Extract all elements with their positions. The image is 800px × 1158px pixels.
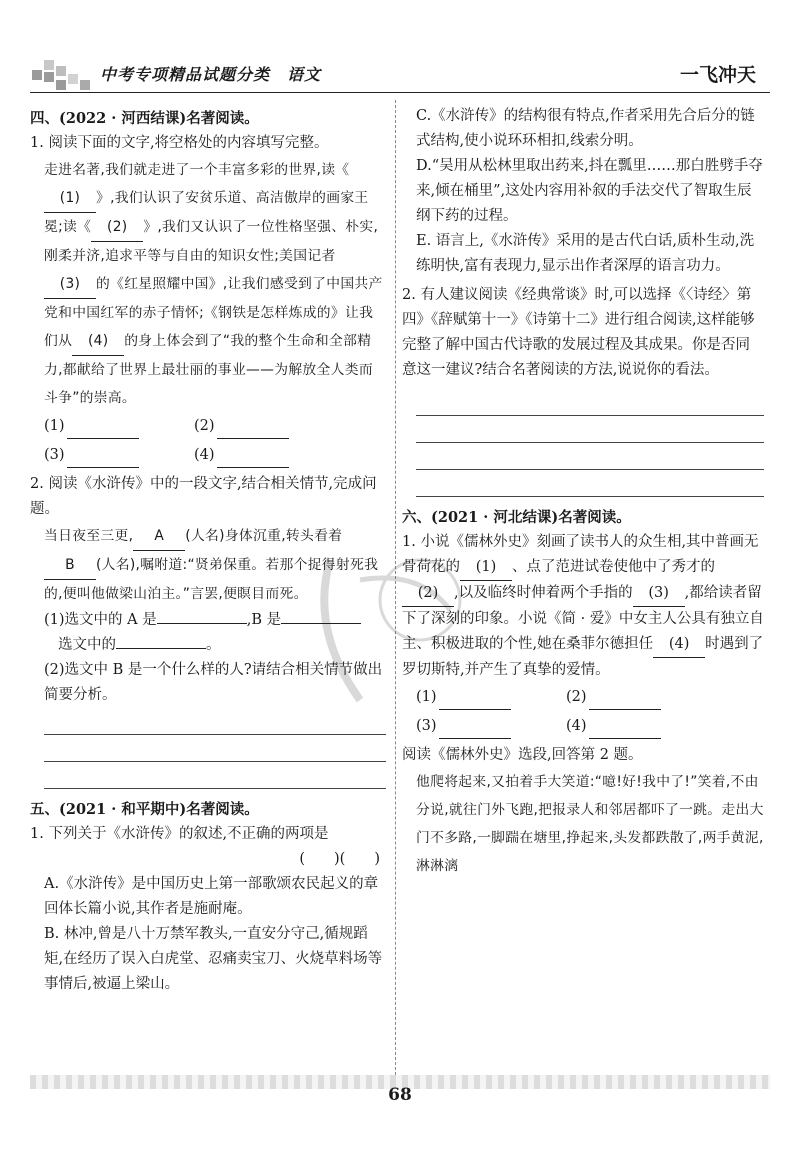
passage-text: (人名),嘱咐道:“贤弟保重。若那个捉得射死我的,便叫他做梁山泊主。”言罢,便瞑目而死。 <box>44 557 379 602</box>
answer-line[interactable] <box>416 389 764 416</box>
question-2-sub-2: (2)选文中 B 是一个什么样的人?请结合相关情节做出简要分析。 <box>44 662 383 703</box>
question-2-sub-1 <box>30 608 386 633</box>
page-footer <box>0 1075 800 1135</box>
question-1-passage <box>30 156 386 412</box>
answer-blank-A[interactable] <box>157 623 247 624</box>
answer-line[interactable] <box>416 470 764 497</box>
blank-4[interactable]: (4) <box>72 327 124 356</box>
blank-1[interactable]: (1) <box>460 555 512 581</box>
passage-text: 的身上体会到了“我的整个生命和全部精力,都献给了世界上最壮丽的事业——为解放全人类而斗争”的崇高。 <box>44 333 373 406</box>
question-text: 、点了范进试卷使他中了秀才的 <box>512 559 715 575</box>
answer-line[interactable] <box>416 416 764 443</box>
question-2-stem-right: 2. 有人建议阅读《经典常谈》时,可以选择《〈诗经〉第四》《辞赋第十一》《诗第十二》进行组合阅读,这样能够完整了解中国古代诗歌的发展过程及其成果。你是否同意这一建议?结合名著阅读的方法,说说你的看法。 <box>402 287 755 378</box>
answer-item <box>566 714 716 739</box>
blank-B[interactable]: B <box>44 551 96 580</box>
question-6-1 <box>402 530 764 683</box>
option-A: A.《水浒传》是中国历史上第一部歌颂农民起义的章回体长篇小说,其作者是施耐庵。 <box>44 876 379 917</box>
answer-blank[interactable] <box>217 420 289 439</box>
question-5-stem: 1. 下列关于《水浒传》的叙述,不正确的两项是 <box>30 826 329 842</box>
left-column <box>30 104 386 997</box>
blank-2[interactable]: (2) <box>402 581 454 607</box>
answer-line[interactable] <box>44 735 386 762</box>
option-D: D.“吴用从松林里取出药来,抖在瓢里……那白胜劈手夺来,倾在桶里”,这处内容用补叙的手法交代了智取生辰纲下药的过程。 <box>416 158 763 224</box>
sub-text: (1)选文中的 A 是 <box>44 612 157 628</box>
answer-parentheses[interactable]: ( )( ) <box>299 851 380 867</box>
answer-label: (4) <box>566 718 587 734</box>
question-text: 时遇到了罗切斯特,并产生了真挚的爱情。 <box>402 636 764 678</box>
question-text: ,以及临终时伸着两个手指的 <box>454 585 633 601</box>
sub-text: 。 <box>206 637 221 653</box>
passage-text: 当日夜至三更, <box>44 528 134 544</box>
header-title: 中考专项精品试题分类 语文 <box>100 65 322 84</box>
blank-2[interactable]: (2) <box>91 213 143 242</box>
passage-text: 走进名著,我们就走进了一个丰富多彩的世界,读《 <box>44 162 350 178</box>
page-header <box>0 0 800 100</box>
section-5-title: 五、(2021 · 和平期中)名著阅读。 <box>30 801 259 818</box>
answer-item <box>566 685 716 710</box>
answer-blank-B[interactable] <box>281 623 361 624</box>
answer-item <box>194 443 344 468</box>
option-E: E. 语言上,《水浒传》采用的是古代白话,质朴生动,洗练明快,富有表现力,显示出作者深厚的语言功力。 <box>416 233 755 274</box>
header-decoration-blocks <box>32 60 92 94</box>
answer-blank[interactable] <box>589 691 661 710</box>
question-text: 1. 小说《儒林外史》刻画了读书人的众生相,其中普画无骨荷花的 <box>402 534 759 575</box>
question-2-sub-1-cont <box>30 633 386 658</box>
answer-label: (1) <box>416 689 437 705</box>
section-4-title: 四、(2022 · 河西结课)名著阅读。 <box>30 110 259 127</box>
header-brand: 一飞冲天 <box>679 64 756 86</box>
answer-item <box>44 414 194 439</box>
blank-3[interactable]: (3) <box>44 270 96 299</box>
header-rule <box>30 92 770 93</box>
question-text: ,都给读者留下了深刻的印象。小说《简 · 爱》中女主人公具有独立自主、积极进取的个性,她在桑菲尔德担任 <box>402 585 764 652</box>
answer-blank[interactable] <box>67 449 139 468</box>
answer-row-2 <box>44 443 386 468</box>
answer-row-2 <box>416 714 764 739</box>
section-6-title: 六、(2021 · 河北结课)名著阅读。 <box>402 509 631 526</box>
answer-item <box>194 414 344 439</box>
answer-blank[interactable] <box>439 691 511 710</box>
answer-blank[interactable] <box>589 720 661 739</box>
answer-label: (1) <box>44 418 65 434</box>
question-2-stem: 2. 阅读《水浒传》中的一段文字,结合相关情节,完成问题。 <box>30 476 377 517</box>
answer-line[interactable] <box>44 708 386 735</box>
answer-item <box>44 443 194 468</box>
sub-text: ,B 是 <box>246 612 282 628</box>
question-1-stem: 1. 阅读下面的文字,将空格处的内容填写完整。 <box>30 135 329 151</box>
passage-text: 》,我们认识了安贫乐道、高洁傲岸的画家王冕;读《 <box>44 190 369 235</box>
answer-blank[interactable] <box>439 720 511 739</box>
answer-label: (3) <box>44 447 65 463</box>
blank-A[interactable]: A <box>133 522 185 551</box>
answer-item <box>416 714 566 739</box>
answer-blank-A2[interactable] <box>116 648 206 649</box>
answer-row-1 <box>44 414 386 439</box>
answer-line[interactable] <box>416 443 764 470</box>
blank-3[interactable]: (3) <box>633 581 685 607</box>
sub-text: 选文中的 <box>58 637 116 653</box>
option-B: B. 林冲,曾是八十万禁军教头,一直安分守己,循规蹈矩,在经历了误入白虎堂、忍痛卖宝刀、火烧草料场等事情后,被逼上梁山。 <box>44 926 383 992</box>
passage-text: 》,我们又认识了一位性格坚强、朴实,刚柔并济,追求平等与自由的知识女性;美国记者 <box>44 219 379 264</box>
answer-label: (4) <box>194 447 215 463</box>
answer-label: (2) <box>194 418 215 434</box>
reading-passage: 他爬将起来,又拍着手大笑道:“噫!好!我中了!”笑着,不由分说,就往门外飞跑,把报录人和邻居都吓了一跳。走出大门不多路,一脚踹在塘里,挣起来,头发都跌散了,两手黄泥,淋淋漓 <box>416 774 764 874</box>
passage-text: (人名)身体沉重,转头看着 <box>185 528 343 544</box>
answer-row-1 <box>416 685 764 710</box>
answer-item <box>416 685 566 710</box>
blank-1[interactable]: (1) <box>44 184 96 213</box>
passage-text: 的《红星照耀中国》,让我们感受到了中国共产党和中国红军的赤子情怀;《钢铁是怎样炼成的》让我们从 <box>44 276 383 349</box>
answer-label: (3) <box>416 718 437 734</box>
page-number: 68 <box>388 1085 412 1105</box>
option-C: C.《水浒传》的结构很有特点,作者采用先合后分的链式结构,使小说环环相扣,线索分明。 <box>416 108 755 149</box>
answer-line[interactable] <box>44 762 386 789</box>
answer-label: (2) <box>566 689 587 705</box>
answer-blank[interactable] <box>217 449 289 468</box>
blank-4[interactable]: (4) <box>653 632 705 658</box>
reading-intro: 阅读《儒林外史》选段,回答第 2 题。 <box>402 747 643 763</box>
right-column <box>402 104 764 880</box>
answer-blank[interactable] <box>67 420 139 439</box>
question-2-passage <box>30 522 386 608</box>
